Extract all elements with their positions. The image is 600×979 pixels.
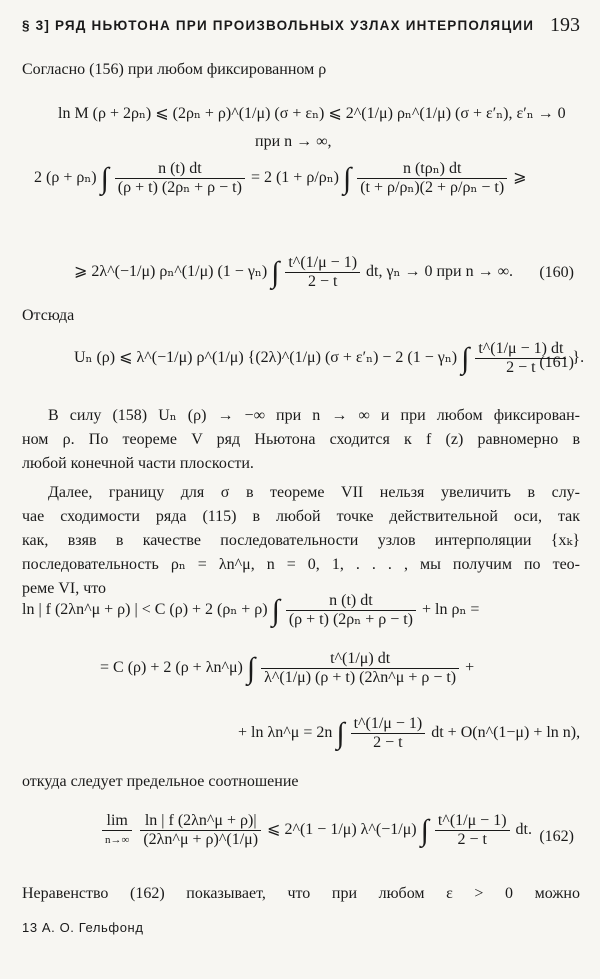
eq162-fraction-2 bbox=[435, 812, 510, 849]
integral-sign: ∫ bbox=[271, 255, 280, 289]
eq2-geq: ⩾ bbox=[513, 169, 527, 187]
paragraph-intro: Согласно (156) при любом фиксированном ρ bbox=[22, 61, 327, 78]
eq162-numerator-2: t^(1/μ − 1) bbox=[435, 812, 510, 831]
paragraph-4-line-4: последовательность ρₙ = λn^μ, n = 0, 1, . . . , мы получим по тео- bbox=[22, 556, 580, 573]
paragraph-4-line-3: как, взяв в качестве последовательности узлов интерполяции {xₖ} bbox=[22, 532, 580, 549]
paragraph-3-line-3: любой конечной части плоскости. bbox=[22, 455, 254, 472]
equation-5 bbox=[22, 592, 479, 629]
paragraph-limit: откуда следует предельное соотношение bbox=[22, 773, 299, 790]
eq162-denominator-2: 2 − t bbox=[457, 831, 487, 848]
eq162-numerator: ln | f (2λn^μ + ρ)| bbox=[140, 812, 261, 831]
eq162-limsup bbox=[102, 812, 132, 849]
eq2-numerator-2: n (tρₙ) dt bbox=[357, 160, 507, 179]
eq162-fraction bbox=[140, 812, 261, 849]
eq2-fraction-2 bbox=[357, 160, 507, 197]
equation-number-162: (162) bbox=[539, 828, 574, 845]
equation-6 bbox=[100, 650, 474, 687]
eq162-lim-sub: n→∞ bbox=[105, 834, 130, 846]
integral-sign: ∫ bbox=[420, 813, 429, 847]
equation-1: ln M (ρ + 2ρₙ) ⩽ (2ρₙ + ρ)^(1/μ) (σ + εₙ) ⩽ 2^(1/μ) ρₙ^(1/μ) (σ + ε′ₙ), ε′ₙ → 0 bbox=[58, 105, 566, 122]
equation-7 bbox=[238, 715, 580, 752]
eq161-close: }. bbox=[572, 349, 585, 367]
eq5-lhs: ln | f (2λn^μ + ρ) | < C (ρ) + 2 (ρₙ + ρ) bbox=[22, 601, 268, 619]
eq2-denominator: (ρ + t) (2ρₙ + ρ − t) bbox=[117, 179, 242, 196]
eq2-middle: = 2 (1 + ρ/ρₙ) bbox=[250, 169, 339, 187]
eq160-rhs: dt, γₙ → 0 при n → ∞. bbox=[366, 263, 513, 281]
eq7-numerator: t^(1/μ − 1) bbox=[351, 715, 426, 734]
paragraph-3-line-2: ном ρ. По теореме V ряд Ньютона сходится к f (z) равномерно в bbox=[22, 431, 580, 448]
eq7-denominator: 2 − t bbox=[373, 734, 403, 751]
eq6-numerator: t^(1/μ) dt bbox=[261, 650, 459, 669]
integral-sign: ∫ bbox=[246, 651, 256, 685]
eq162-middle: ⩽ 2^(1 − 1/μ) λ^(−1/μ) bbox=[267, 821, 417, 839]
eq6-lhs: = C (ρ) + 2 (ρ + λn^μ) bbox=[100, 659, 243, 677]
integral-sign: ∫ bbox=[461, 341, 470, 375]
eq161-numerator: t^(1/μ − 1) dt bbox=[475, 340, 566, 359]
eq162-lim: lim bbox=[102, 812, 132, 831]
eq2-lhs: 2 (ρ + ρₙ) bbox=[34, 169, 97, 187]
integral-sign: ∫ bbox=[271, 593, 280, 627]
integral-sign: ∫ bbox=[100, 161, 109, 195]
signature-footer: 13 А. О. Гельфонд bbox=[22, 920, 144, 935]
eq7-fraction bbox=[351, 715, 426, 752]
eq5-fraction bbox=[286, 592, 416, 629]
equation-161 bbox=[74, 340, 584, 377]
equation-number-161: (161) bbox=[539, 354, 574, 371]
eq160-lhs: ⩾ 2λ^(−1/μ) ρₙ^(1/μ) (1 − γₙ) bbox=[74, 263, 268, 281]
paragraph-4-line-1: Далее, границу для σ в теореме VII нельзя увеличить в слу- bbox=[48, 484, 580, 501]
integral-sign: ∫ bbox=[336, 716, 345, 750]
equation-1-condition: при n → ∞, bbox=[255, 133, 332, 150]
eq160-numerator: t^(1/μ − 1) bbox=[285, 254, 360, 273]
eq161-brace: {(2λ)^(1/μ) (σ + ε′ₙ) − 2 (1 − γₙ) bbox=[247, 349, 458, 367]
eq161-denominator: 2 − t bbox=[506, 359, 536, 376]
equation-162 bbox=[100, 812, 532, 849]
section-title: § 3] РЯД НЬЮТОНА ПРИ ПРОИЗВОЛЬНЫХ УЗЛАХ ИНТЕРПОЛЯЦИИ bbox=[22, 18, 535, 33]
eq162-rhs: dt. bbox=[515, 821, 532, 839]
equation-number-160: (160) bbox=[539, 264, 574, 281]
eq7-lhs: + ln λn^μ = 2n bbox=[238, 724, 333, 742]
eq161-lhs: Uₙ (ρ) ⩽ λ^(−1/μ) ρ^(1/μ) bbox=[74, 349, 244, 367]
eq5-rhs: + ln ρₙ = bbox=[422, 601, 480, 619]
eq6-denominator: λ^(1/μ) (ρ + t) (2λn^μ + ρ − t) bbox=[264, 669, 457, 686]
eq6-rhs: + bbox=[465, 659, 475, 677]
eq5-numerator: n (t) dt bbox=[286, 592, 416, 611]
paragraph-hence: Отсюда bbox=[22, 307, 75, 324]
running-header bbox=[22, 14, 580, 40]
eq160-denominator: 2 − t bbox=[307, 273, 338, 290]
eq7-rhs: dt + O(n^(1−μ) + ln n), bbox=[431, 724, 581, 742]
eq5-denominator: (ρ + t) (2ρₙ + ρ − t) bbox=[288, 611, 413, 628]
equation-160 bbox=[74, 254, 513, 291]
integral-sign: ∫ bbox=[343, 161, 352, 195]
paragraph-3-line-1: В силу (158) Uₙ (ρ) → −∞ при n → ∞ и при любом фиксирован- bbox=[48, 407, 580, 424]
eq160-fraction bbox=[285, 254, 360, 291]
paragraph-inequality: Неравенство (162) показывает, что при любом ε > 0 можно bbox=[22, 885, 580, 902]
eq162-denominator: (2λn^μ + ρ)^(1/μ) bbox=[143, 831, 259, 848]
paragraph-4-line-5: реме VI, что bbox=[22, 580, 107, 597]
eq2-denominator-2: (t + ρ/ρₙ)(2 + ρ/ρₙ − t) bbox=[360, 179, 505, 196]
eq2-numerator: n (t) dt bbox=[115, 160, 245, 179]
eq6-fraction bbox=[261, 650, 459, 687]
paragraph-4-line-2: чае сходимости ряда (115) в любой точке действительной оси, так bbox=[22, 508, 580, 525]
eq2-fraction bbox=[115, 160, 245, 197]
equation-2 bbox=[34, 160, 527, 197]
page-number: 193 bbox=[550, 14, 580, 36]
